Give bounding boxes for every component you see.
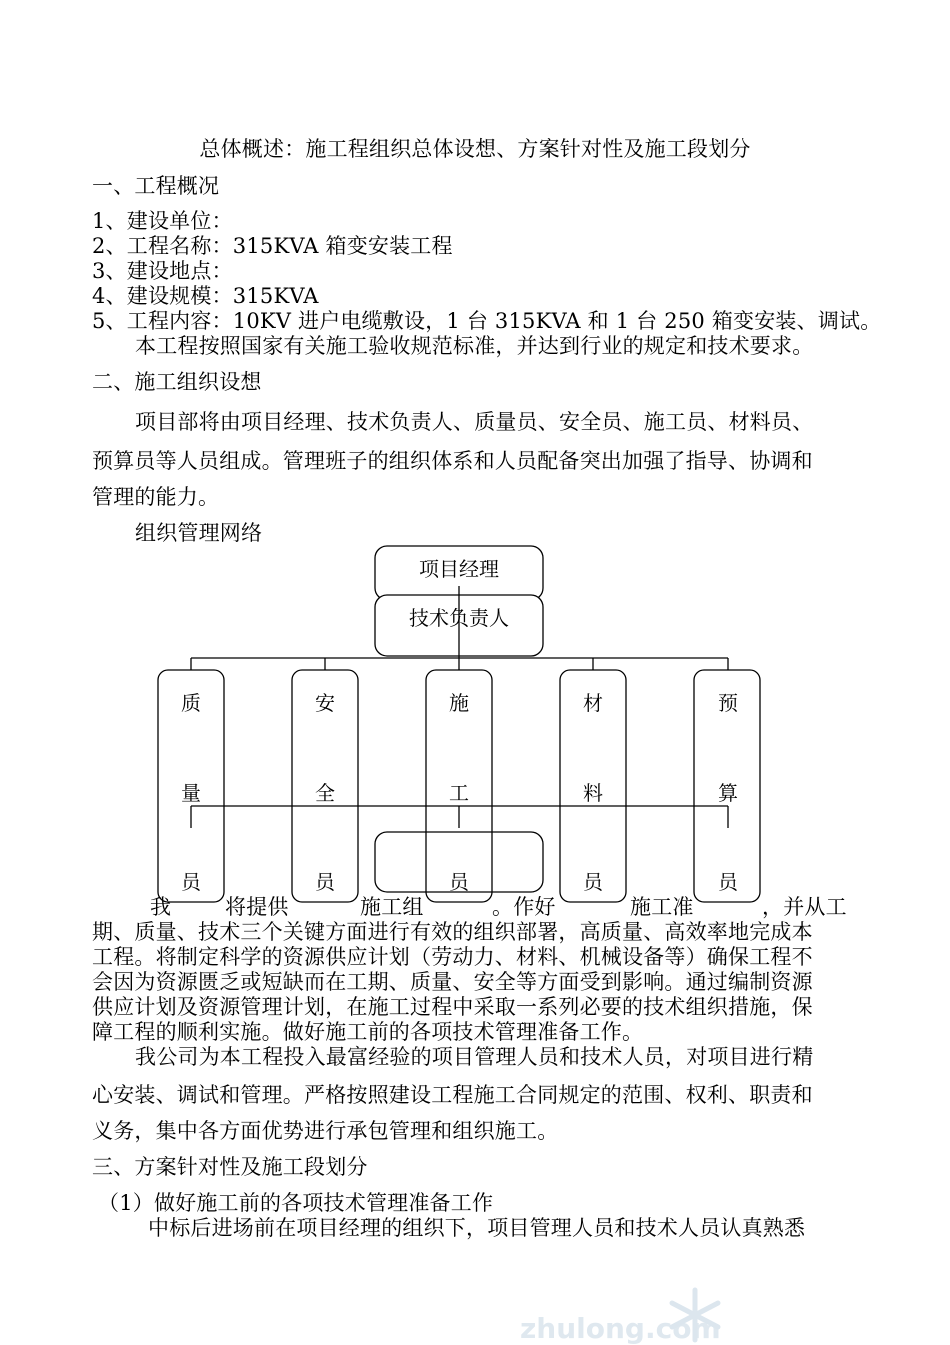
paragraph-line: 障工程的顺利实施。做好施工前的各项技术管理准备工作。 <box>92 1020 644 1044</box>
role-char: 料 <box>583 781 603 805</box>
paragraph-line: 心安装、调试和管理。严格按照建设工程施工合同规定的范围、权利、职责和 <box>92 1083 813 1107</box>
paragraph-line: 供应计划及资源管理计划，在施工过程中采取一系列必要的技术组织措施，保 <box>92 995 813 1019</box>
paragraph-line: 工程。将制定科学的资源供应计划（劳动力、材料、机械设备等）确保工程不 <box>92 945 813 969</box>
org-chart-label: 组织管理网络 <box>135 521 263 545</box>
role-char: 全 <box>315 781 335 805</box>
paragraph-line: 管理的能力。 <box>92 485 220 509</box>
role-char: 安 <box>315 691 335 715</box>
role-char: 员 <box>449 870 469 894</box>
section-heading: 一、工程概况 <box>92 174 220 198</box>
role-char: 施 <box>449 691 469 715</box>
overlap-part: 施工组 <box>360 895 424 919</box>
paragraph-line: 会因为资源匮乏或短缺而在工期、质量、安全等方面受到影响。通过编制资源 <box>92 970 813 994</box>
paragraph-line: 期、质量、技术三个关键方面进行有效的组织部署，高质量、高效率地完成本 <box>92 920 813 944</box>
overlap-part: 我 <box>150 895 172 919</box>
role-char: 员 <box>315 870 335 894</box>
tech-lead-label: 技术负责人 <box>409 606 509 630</box>
manager-label: 项目经理 <box>419 557 499 581</box>
paragraph-line: 中标后进场前在项目经理的组织下，项目管理人员和技术人员认真熟悉 <box>148 1216 806 1240</box>
role-char: 质 <box>181 691 201 715</box>
role-char: 工 <box>449 781 469 805</box>
paragraph-line: 我公司为本工程投入最富经验的项目管理人员和技术人员，对项目进行精 <box>135 1045 814 1069</box>
list-item: 1、建设单位： <box>92 209 233 233</box>
list-item: 2、工程名称：315KVA 箱变安装工程 <box>92 234 453 258</box>
role-char: 员 <box>718 870 738 894</box>
role-char: 算 <box>718 781 738 805</box>
list-item: 3、建设地点： <box>92 259 233 283</box>
role-char: 员 <box>583 870 603 894</box>
section-heading: 二、施工组织设想 <box>92 370 262 394</box>
overlap-part: ，并从工 <box>762 895 847 919</box>
subsection-heading: （1）做好施工前的各项技术管理准备工作 <box>98 1191 494 1215</box>
role-char: 预 <box>718 691 738 715</box>
list-item: 5、工程内容：10KV 进户电缆敷设，1 台 315KVA 和 1 台 250 箱变安装、调试。 <box>92 309 882 333</box>
role-char: 员 <box>181 870 201 894</box>
snowflake-logo-icon <box>660 1285 730 1345</box>
list-item: 4、建设规模：315KVA <box>92 284 319 308</box>
overlap-part: 。作好 <box>492 895 556 919</box>
paragraph-line: 预算员等人员组成。管理班子的组织体系和人员配备突出加强了指导、协调和 <box>92 449 813 473</box>
section-heading: 三、方案针对性及施工段划分 <box>92 1155 368 1179</box>
overlap-part: 将提供 <box>225 895 289 919</box>
role-char: 量 <box>181 781 201 805</box>
paragraph-line: 本工程按照国家有关施工验收规范标准，并达到行业的规定和技术要求。 <box>135 334 814 358</box>
role-char: 材 <box>583 691 603 715</box>
watermark-text: zhulong.com <box>520 1312 721 1345</box>
document-title: 总体概述：施工程组织总体设想、方案针对性及施工段划分 <box>199 137 751 161</box>
overlap-part: 施工准 <box>630 895 694 919</box>
paragraph-line: 义务，集中各方面优势进行承包管理和组织施工。 <box>92 1119 559 1143</box>
paragraph-line: 项目部将由项目经理、技术负责人、质量员、安全员、施工员、材料员、 <box>135 410 814 434</box>
